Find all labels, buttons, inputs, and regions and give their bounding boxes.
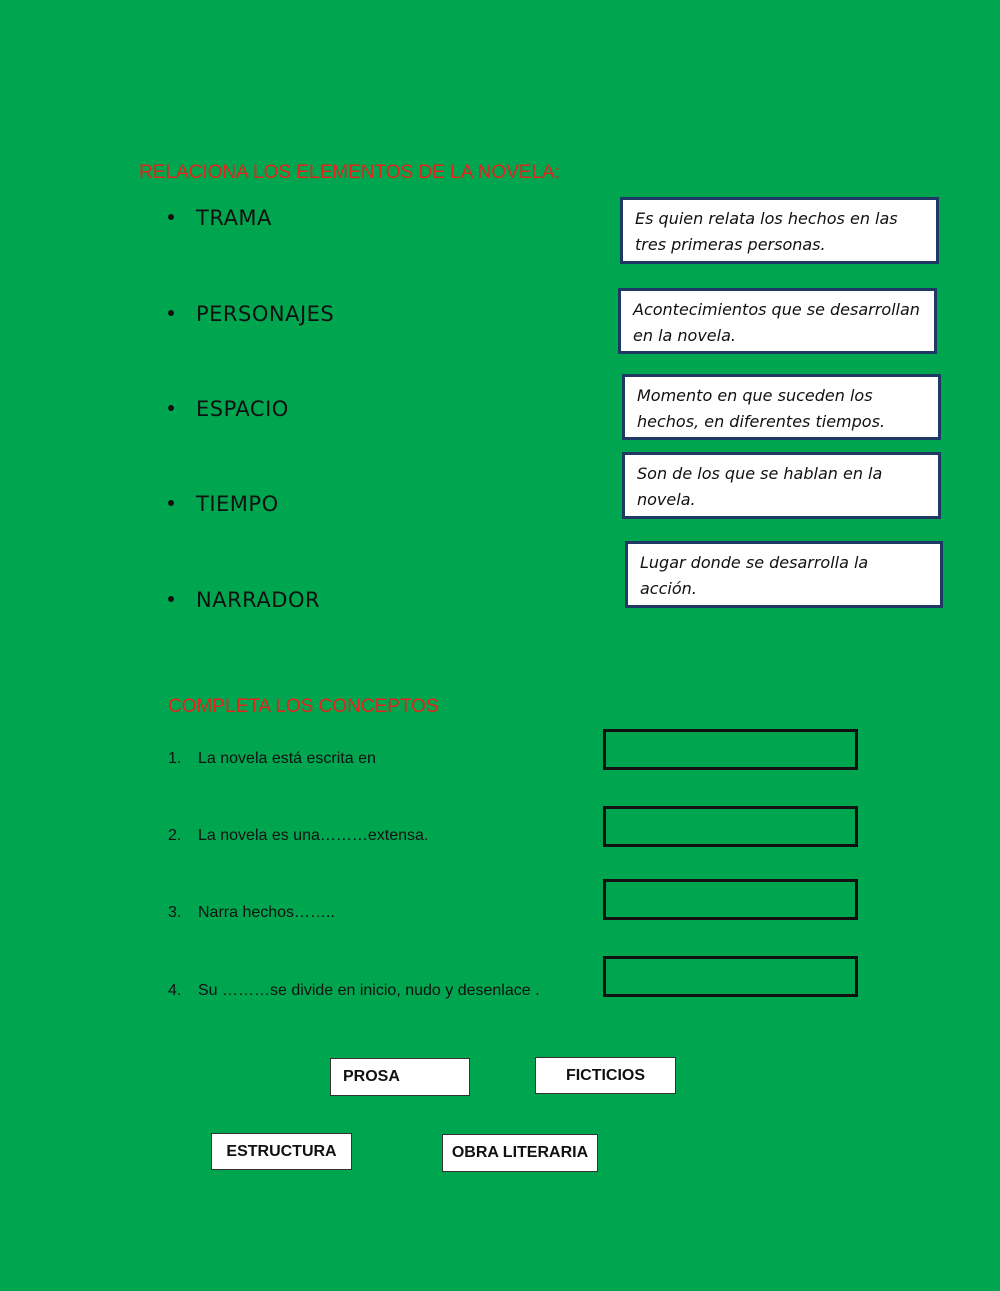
- word-option-obra-literaria[interactable]: OBRA LITERARIA: [442, 1134, 598, 1172]
- term-label: ESPACIO: [196, 397, 289, 421]
- question-number: 1.: [168, 750, 182, 767]
- question-text: La novela es una………extensa.: [198, 827, 429, 844]
- bullet-icon: [168, 596, 174, 602]
- question-item: [168, 982, 540, 1000]
- word-option-estructura[interactable]: ESTRUCTURA: [211, 1133, 352, 1170]
- answer-drop-box-4[interactable]: [603, 956, 858, 997]
- bullet-icon: [168, 500, 174, 506]
- answer-drop-box-3[interactable]: [603, 879, 858, 920]
- definition-line: Acontecimientos que se desarrollan: [633, 300, 920, 319]
- answer-drop-box-1[interactable]: [603, 729, 858, 770]
- definition-line: Es quien relata los hechos en las: [635, 209, 898, 228]
- term-label: NARRADOR: [196, 588, 321, 612]
- question-item: [168, 827, 428, 845]
- term-item: [168, 206, 272, 230]
- word-option-ficticios[interactable]: FICTICIOS: [535, 1057, 676, 1094]
- question-number: 3.: [168, 904, 182, 921]
- definition-box[interactable]: [618, 288, 937, 354]
- question-number: 4.: [168, 982, 182, 999]
- question-text: Su ………se divide en inicio, nudo y desenlace .: [198, 982, 540, 999]
- answer-drop-box-2[interactable]: [603, 806, 858, 847]
- definition-line: en la novela.: [633, 326, 736, 345]
- definition-line: hechos, en diferentes tiempos.: [637, 412, 885, 431]
- question-text: La novela está escrita en: [198, 750, 376, 767]
- term-item: [168, 588, 320, 612]
- definition-line: Momento en que suceden los: [637, 386, 873, 405]
- question-text: Narra hechos……..: [198, 904, 335, 921]
- question-number: 2.: [168, 827, 182, 844]
- question-item: [168, 750, 376, 768]
- section-title-completa: COMPLETA LOS CONCEPTOS: [168, 696, 439, 717]
- term-label: PERSONAJES: [196, 302, 335, 326]
- bullet-icon: [168, 310, 174, 316]
- definition-line: Son de los que se hablan en la: [637, 464, 883, 483]
- definition-line: novela.: [637, 490, 696, 509]
- definition-box[interactable]: [622, 374, 941, 440]
- term-item: [168, 302, 334, 326]
- section-title-relaciona: RELACIONA LOS ELEMENTOS DE LA NOVELA:: [139, 162, 560, 183]
- term-item: [168, 397, 289, 421]
- bullet-icon: [168, 214, 174, 220]
- term-item: [168, 492, 279, 516]
- definition-line: Lugar donde se desarrolla la acción.: [640, 553, 869, 598]
- definition-box[interactable]: [620, 197, 939, 264]
- question-item: [168, 904, 335, 922]
- term-label: TIEMPO: [196, 492, 279, 516]
- definition-box[interactable]: [625, 541, 943, 608]
- definition-box[interactable]: [622, 452, 941, 519]
- bullet-icon: [168, 405, 174, 411]
- term-label: TRAMA: [196, 206, 272, 230]
- word-option-prosa[interactable]: PROSA: [330, 1058, 470, 1096]
- definition-line: tres primeras personas.: [635, 235, 826, 254]
